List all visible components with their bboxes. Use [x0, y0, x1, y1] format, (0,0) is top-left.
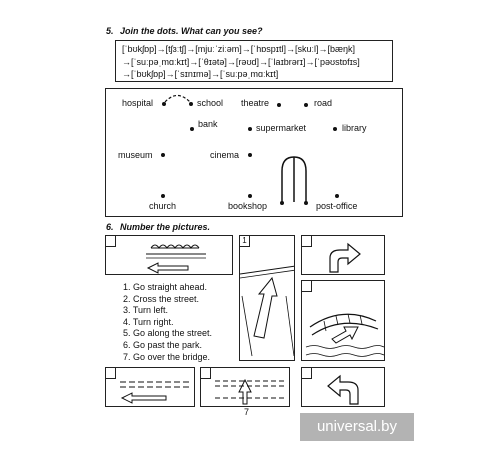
dot-post-office [335, 194, 339, 198]
place-church: church [149, 201, 177, 211]
dot-cinema [248, 153, 252, 157]
dot-hospital [162, 102, 166, 106]
dot-map [105, 88, 403, 217]
exercise-6-heading [106, 222, 210, 232]
phonetic-sequence-box [115, 40, 393, 82]
cross-street-drawing [201, 368, 290, 407]
straight-ahead-drawing [240, 236, 295, 361]
dot-museum [161, 153, 165, 157]
park-street-drawing [106, 236, 233, 275]
dot-school [189, 102, 193, 106]
picture-go-along-street [105, 367, 195, 407]
place-school: school [197, 98, 224, 108]
direction-step: 1. Go straight ahead. [123, 282, 208, 292]
place-hospital: hospital [122, 98, 154, 108]
turn-right-drawing [302, 236, 385, 275]
picture-cross-street [200, 367, 290, 407]
place-museum: museum [118, 150, 153, 160]
place-bank: bank [198, 119, 218, 129]
watermark: universal.by [300, 413, 414, 441]
place-post-office: post-office [316, 201, 358, 211]
picture-park-street [105, 235, 233, 275]
number-box-1: 1 [240, 236, 250, 247]
dot-bank [190, 127, 194, 131]
direction-step: 4. Turn right. [123, 316, 174, 327]
dot-theatre [277, 103, 281, 107]
directions-list [123, 282, 212, 363]
dot-library [333, 127, 337, 131]
page-number: 7 [244, 407, 250, 417]
exercise-6-title: Number the pictures. [120, 222, 211, 232]
dot-bookshop [248, 194, 252, 198]
phonetic-line-2: →[ˈsuːpəˌmɑːkɪt]→[ˈθɪətə]→[rəʊd]→[ˈlaɪbrərɪ]→[ˈpəʊstɒfɪs] [122, 56, 360, 67]
turn-left-drawing [302, 368, 385, 407]
direction-step: 5. Go along the street. [123, 328, 213, 339]
dot-church [161, 194, 165, 198]
picture-turn-left [301, 367, 385, 407]
exercise-5-number: 5. [106, 26, 114, 36]
place-supermarket: supermarket [256, 123, 307, 133]
direction-step: 2. Cross the street. [123, 293, 200, 304]
bridge-drawing [302, 281, 385, 361]
place-library: library [342, 123, 367, 133]
go-along-street-drawing [106, 368, 195, 407]
dot-arch-right [304, 201, 308, 205]
exercise-5-title: Join the dots. What can you see? [120, 26, 263, 36]
exercise-5-heading [106, 26, 263, 36]
picture-turn-right [301, 235, 385, 275]
direction-step: 6. Go past the park. [123, 339, 203, 350]
exercise-6-number: 6. [106, 222, 114, 232]
direction-step: 7. Go over the bridge. [123, 351, 211, 362]
picture-straight-ahead [239, 235, 295, 361]
dot-road [304, 103, 308, 107]
place-theatre: theatre [241, 98, 270, 108]
place-bookshop: bookshop [228, 201, 268, 211]
phonetic-line-3: →[ˈbʊkʃɒp]→[ˈsɪnɪmə]→[ˈsuːpəˌmɑːkɪt] [122, 69, 279, 79]
dot-supermarket [248, 127, 252, 131]
dashed-arc [165, 96, 190, 103]
picture-bridge [301, 280, 385, 361]
place-cinema: cinema [210, 150, 240, 160]
phonetic-line-1: [ˈbʊkʃɒp]→[tʃɜːtʃ]→[mjuːˈziːəm]→[ˈhɒspɪtl]→[skuːl]→[bæŋk] [122, 44, 355, 54]
dot-arch-left [280, 201, 284, 205]
direction-step: 3. Turn left. [123, 305, 169, 316]
place-road: road [314, 98, 333, 108]
